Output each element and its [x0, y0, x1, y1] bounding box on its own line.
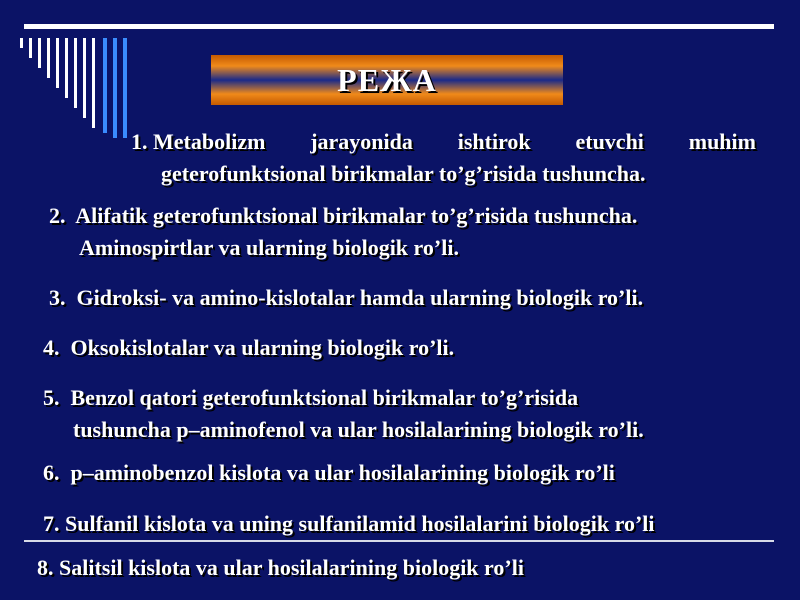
item-1-word: etuvchi: [575, 129, 644, 154]
list-item-6: 6. p–aminobenzol kislota va ular hosilalarining biologik ro’li: [43, 460, 615, 485]
decorative-stripes: [0, 0, 140, 140]
title-banner: [211, 55, 563, 105]
item-1-word: ishtirok: [457, 129, 531, 154]
list-item-4: 4. Oksokislotalar va ularning biologik ro’li.: [43, 335, 455, 360]
stripe: [47, 38, 50, 78]
stripe: [123, 38, 127, 138]
bottom-divider: [24, 540, 774, 542]
list-item-5-line2: tushuncha p–aminofenol va ular hosilalarining biologik ro’li.: [73, 417, 644, 442]
stripe: [83, 38, 86, 118]
list-item-3: 3. Gidroksi- va amino-kislotalar hamda ularning biologik ro’li.: [49, 285, 644, 310]
list-item-2-line2: Aminospirtlar va ularning biologik ro’li.: [79, 235, 459, 260]
list-item-2-line1: 2. Alifatik geterofunktsional birikmalar to’g’risida tushuncha.: [49, 203, 638, 228]
list-item-7: 7. Sulfanil kislota va uning sulfanilamid hosilalarini biologik ro’li: [43, 511, 655, 536]
list-item-5-line1: 5. Benzol qatori geterofunktsional birikmalar to’g’risida: [43, 385, 579, 410]
stripe: [113, 38, 117, 138]
list-item-8: 8. Salitsil kislota va ular hosilalarining biologik ro’li: [37, 555, 524, 580]
item-1-word: 1. Metabolizm: [131, 129, 266, 154]
slide-title: РЕЖА: [337, 61, 437, 98]
stripe: [29, 38, 32, 58]
list-item-5: [43, 382, 644, 446]
item-1-word: jarayonida: [310, 129, 413, 154]
list-item-2: [49, 200, 637, 264]
stripe: [74, 38, 77, 108]
stripe: [56, 38, 59, 88]
item-1-word: muhim: [688, 129, 756, 154]
list-item-1-line2: geterofunktsional birikmalar to’g’risida tushuncha.: [161, 161, 646, 186]
stripe: [20, 38, 23, 48]
list-item-1: [131, 126, 756, 190]
top-divider: [24, 24, 774, 29]
stripe: [92, 38, 95, 128]
stripe: [65, 38, 68, 98]
stripe: [103, 38, 107, 133]
stripe: [38, 38, 41, 68]
list-item-1-line1: [131, 126, 756, 158]
